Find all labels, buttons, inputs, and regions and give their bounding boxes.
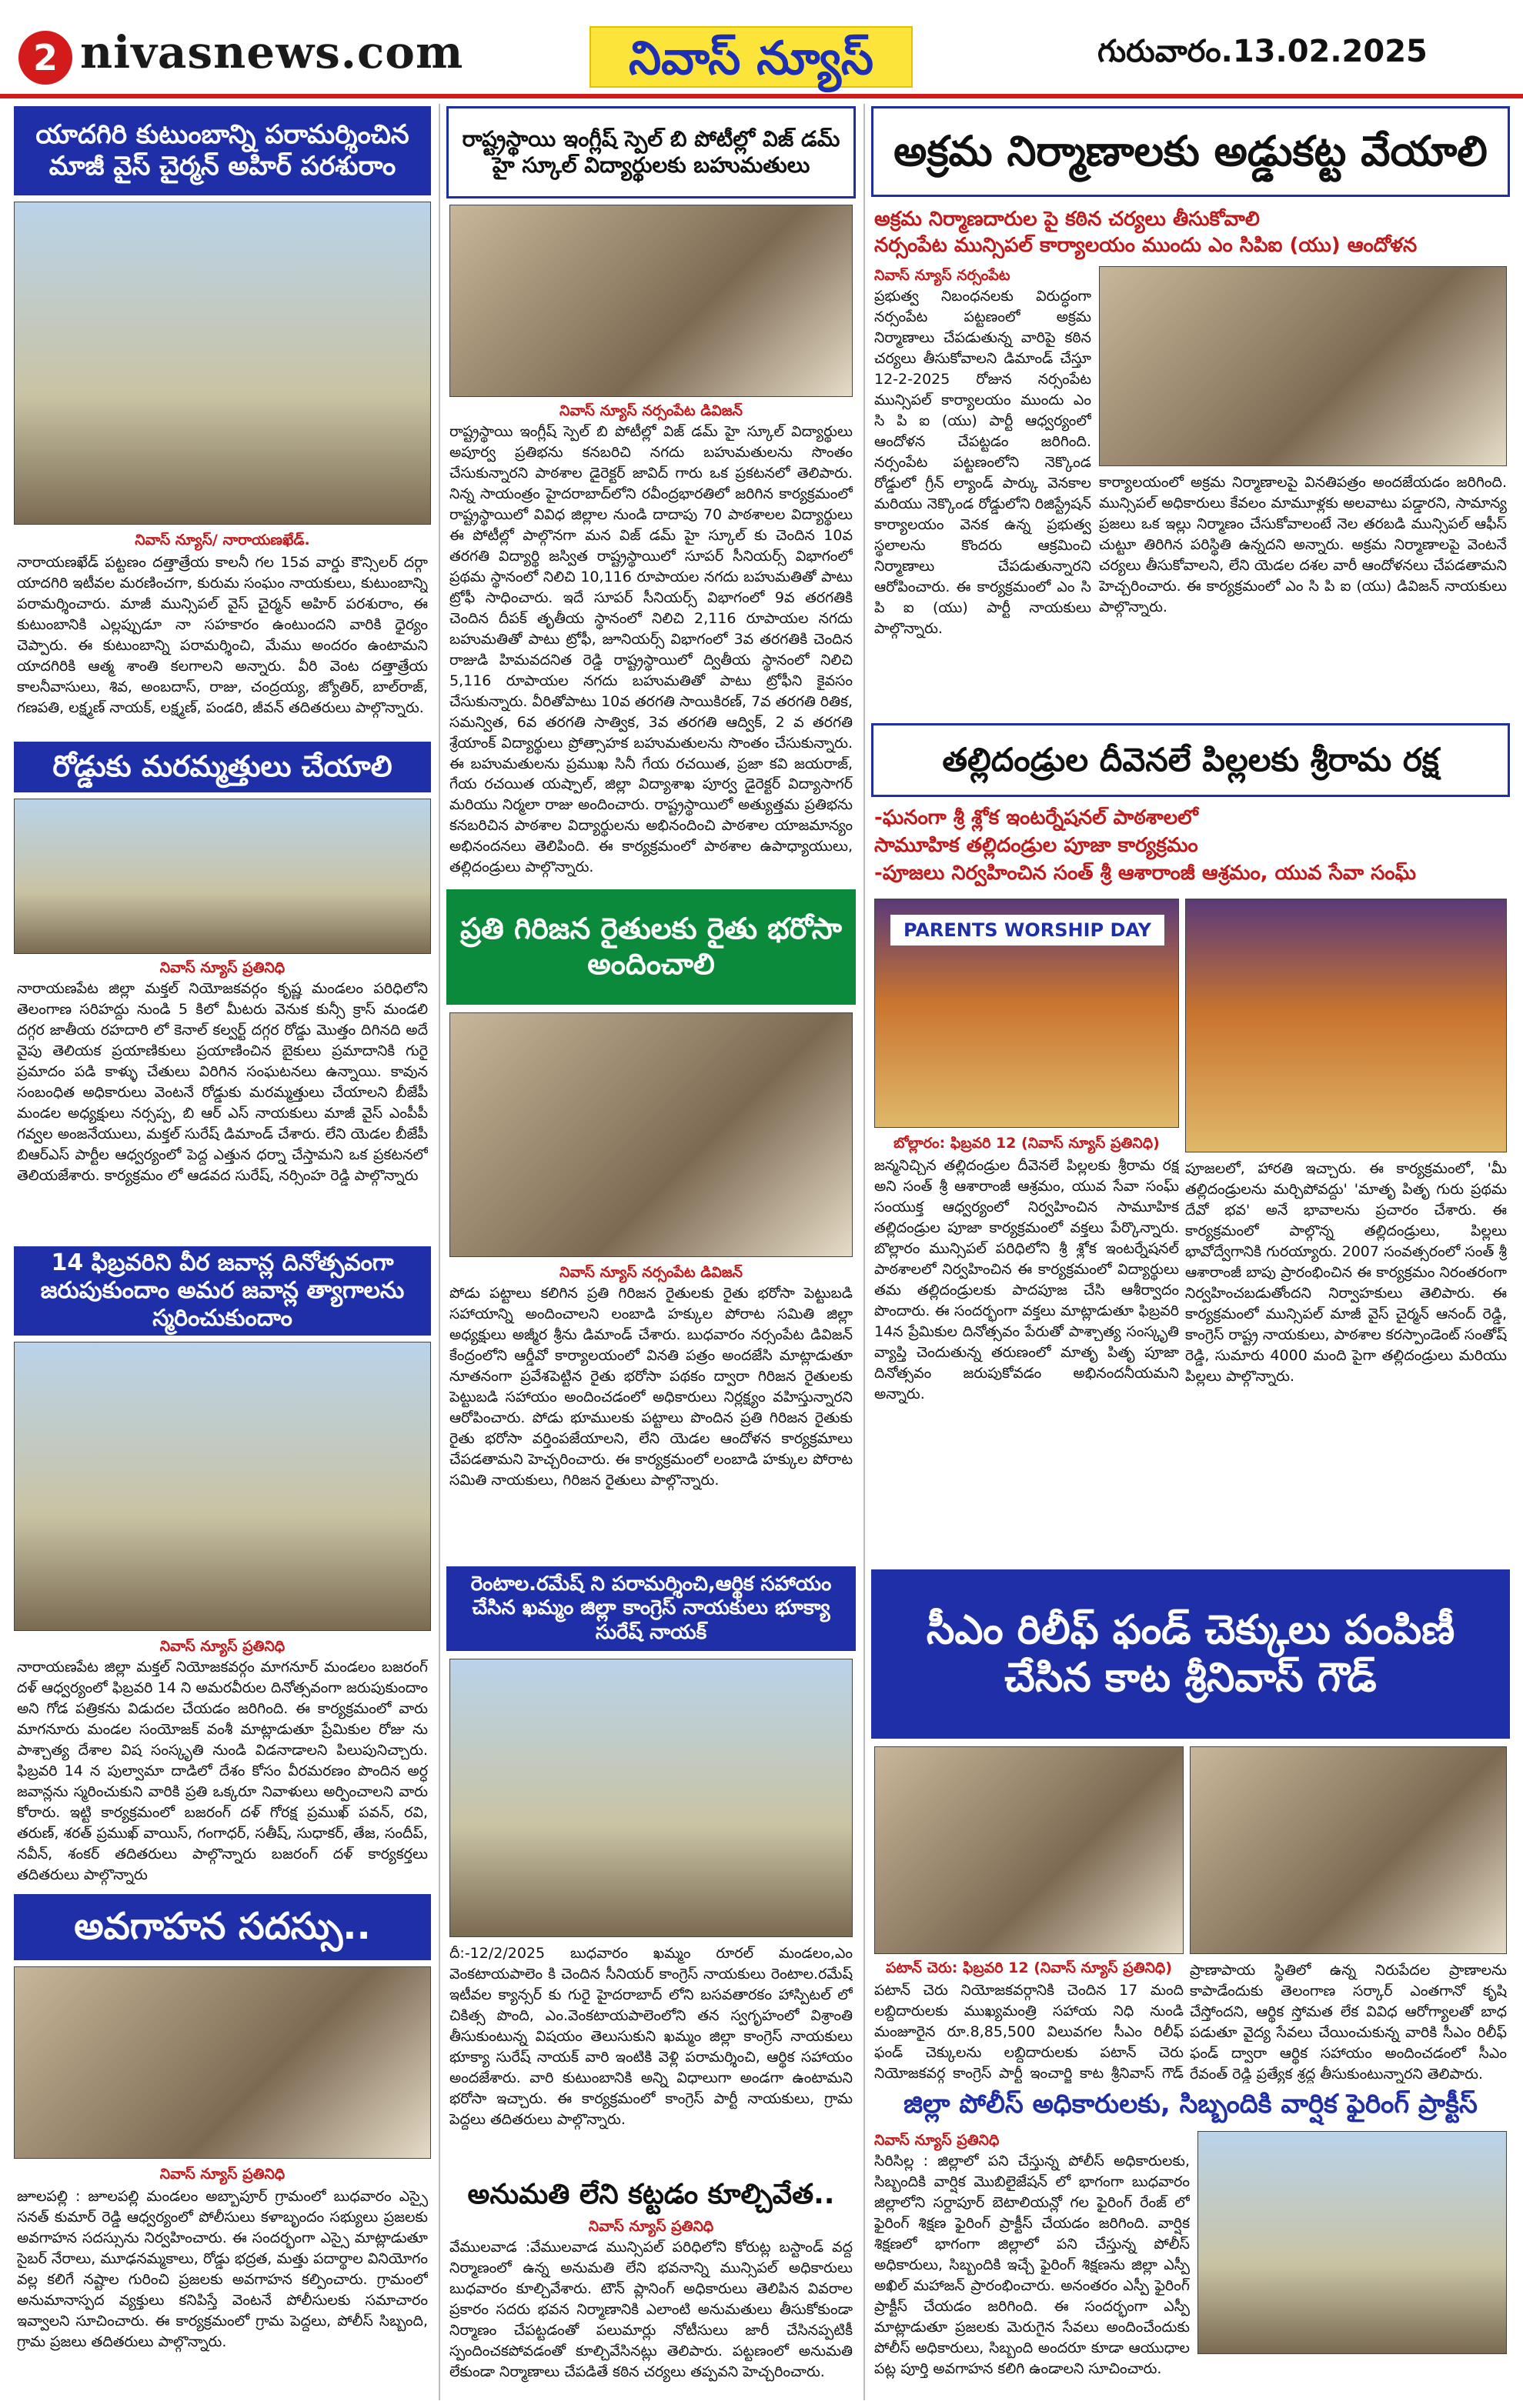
article-road-repair: నారాయణపేట జిల్లా మక్తల్ నియోజకవర్గం కృష్ణ మండలం పరిధిలోని తెలంగాణ సరిహద్దు నుండి 5 కిలో మీటరు వెనుక కున్సీ క్రాస్ మండలి దగ్గర జాతీయ రహదారి లో కెనాల్ కల్వర్ట్ దగ్గర రోడ్డు మొత్తం దిగినది అదే వైపు తెలియక ప్రయాణికులు ప్రయాణించిన బైకులు ప్రమాదానికి గురై ప్రమాదం పడి కాళ్ళు చేతులు విరిగిన సంఘటనలు ఉన్నాయి. కావున సంబంధిత అధికారులు వెంటనే రోడ్డుకు మరమ్మత్తులు చేయాలని బీజేపీ మండల అధ్యక్షులు నర్సప్ప, బి ఆర్ ఎస్ నాయకులు మాజీ వైస్ ఎంపీపీ గవ్వల అంజనేయులు, మక్తల్ సురేష్ డిమాండ్ చేశారు. లేని యెడల బీజేపీ బిఆర్ఎస్ పార్టీల ఆధ్వర్యంలో పెద్ద ఎత్తున ధర్నా చేస్తామని ఒక ప్రకటనలో తెలియజేశారు. కార్యక్రమం లో ఆడవద సురేష్, నర్సింహ రెడ్డి పాల్గొన్నారు — [17, 980, 428, 1184]
headline-demolition: అనుమతి లేని కట్టడం కూల్చివేత.. — [467, 2179, 835, 2210]
byline-firing: నివాస్ న్యూస్ ప్రతినిధి — [874, 2132, 1000, 2149]
article-cm-relief-left: పటాన్ చెరు నియోజకవర్గానికి చెందిన 17 మంది లబ్దిదారులకు ముఖ్యమంత్రి సహాయ నిధి నుండి మంజూరైన రూ.8,85,500 విలువగల సీఎం రిలీఫ్ ఫండ్ చెక్కులను లబ్దిదారులకు పటాన్ చెరు నియోజకవర్గ కాంగ్రెస్ పార్టీ ఇంచార్జి కాట శ్రీనివాస్ గౌడ్ — [874, 1982, 1184, 2082]
subhead-illegal-2: నర్సంపేట మున్సిపల్ కార్యాలయం ముందు ఎం సిపిఐ (యు) ఆందోళన — [874, 234, 1418, 257]
headline-spell-bee: రాష్ట్రస్థాయి ఇంగ్లీష్ స్పెల్ బి పోటీల్లో విజ్ డమ్ హై స్కూల్ విద్యార్థులకు బహుమతులు — [446, 106, 856, 198]
site-name: nivasnews.com — [80, 26, 464, 78]
caption-yadagiri: నివాస్ న్యూస్/ నారాయణఖేడ్. — [135, 532, 310, 549]
article-illegal-left: ప్రభుత్వ నిబంధనలకు విరుద్ధంగా నర్సంపేట పట్టణంలో అక్రమ నిర్మాణాలు చేపడుతున్న వారిపై కఠిన చర్యలు తీసుకోవాలని డిమాండ్ చేస్తూ 12-2-2025 రోజున నర్సంపేట మున్సిపల్ కార్యాలయం ముందు ఎం సి పి ఐ (యు) పార్టీ ఆధ్వర్యంలో ఆందోళన చేపట్టడం జరిగింది. నర్సంపేట పట్టణంలోని నెక్కొండ రోడ్డులో గ్రీన్ ల్యాండ్ పార్కు వెనకాల మరియు నెక్కొండ రోడ్డులోని రిజిస్ట్రేషన్ కార్యాలయం వెనక ఉన్న ప్రభుత్వ స్థలాలను కొందరు ఆక్రమించి నిర్మాణాలు చేపడుతున్నారని ఆరోపించారు. ఈ కార్యక్రమంలో ఎం సి పి ఐ (యు) పార్టీ నాయకులు పాల్గొన్నారు. — [874, 288, 1091, 637]
byline-illegal: నివాస్ న్యూస్ నర్సంపేట — [874, 267, 1010, 284]
subhead-parents-2: సామూహిక తల్లిదండ్రుల పూజా కార్యక్రమం — [874, 834, 1198, 857]
caption-veera-jawans: నివాస్ న్యూస్ ప్రతినిధి — [159, 1638, 286, 1655]
headline-awareness: అవగాహన సదస్సు.. — [14, 1894, 431, 1960]
photo-tribal-farmers — [449, 1012, 853, 1257]
headline-veera-jawans: 14 ఫిబ్రవరిని వీర జవాన్ల దినోత్సవంగా జరుపుకుందాం అమర జవాన్ల త్యాగాలను స్మరించుకుందాం — [14, 1246, 431, 1336]
column-divider — [439, 104, 440, 2400]
photo-road-repair — [14, 799, 431, 954]
byline-parents: బోల్లారం: ఫిబ్రవరి 12 (నివాస్ న్యూస్ ప్రతినిధి) — [893, 1135, 1160, 1152]
photo-veera-jawans — [14, 1342, 431, 1631]
subhead-parents-1: -ఘనంగా శ్రీ శ్లోక ఇంటర్నేషనల్ పాఠశాలలో — [874, 806, 1198, 829]
photo-rentala-ramesh — [449, 1659, 853, 1937]
photo-spell-bee — [449, 205, 853, 397]
headline-cm-relief-fund: సీఎం రిలీఫ్ ఫండ్ చెక్కులు పంపిణీ చేసిన కాట శ్రీనివాస్ గౌడ్ — [871, 1569, 1510, 1739]
headline-parents-blessings: తల్లిదండ్రుల దీవెనలే పిల్లలకు శ్రీరామ రక్ష — [871, 723, 1510, 797]
page-number: 2 — [18, 31, 72, 85]
photo-firing-practice — [1197, 2131, 1507, 2354]
article-veera-jawans: నారాయణపేట జిల్లా మక్తల్ నియోజకవర్గం మాగనూర్ మండలం బజరంగ్ దళ్ ఆధ్వర్యంలో ఫిబ్రవరి 14 ని అమరవీరుల దినోత్సవంగా జరుపుకుందాం అని గోడ పత్రికను విడుదల చేయడం జరిగింది. ఈ కార్యక్రమంలో వారు మాగనూరు మండల సంయోజక్ వంశీ మాట్లాడుతూ ప్రేమికుల రోజు ను పాశ్చాత్య దేశాల విష సంస్కృతి నుండి విడనాడాలని పిలుపునిచ్చారు. ఫిబ్రవరి 14 న పుల్వామా దాడిలో దేశం కోసం వీరమరణం పొందిన అర్ధ జవాన్లను స్మరించుకుని వారికి ప్రతి ఒక్కరూ నివాళులు అర్పించాలని వారు కోరారు. ఇట్టి కార్యక్రమంలో బజరంగ్ దళ్ గోరక్ష ప్రముఖ్ పవన్, రవి, తరుణ్, శరత్ ప్రముఖ్ వాయిస్, గంగాధర్, సతీష్, సుధాకర్, తేజ, సందీప్, నవీన్, శంకర్ తదితరులు పాల్గొన్నారు బజరంగ్ దళ్ కార్యకర్తలు తదితరులు పాల్గొన్నారు — [17, 1659, 428, 1883]
issue-date: గురువారం.13.02.2025 — [1097, 34, 1428, 69]
masthead — [0, 0, 1523, 100]
photo-cm-relief-2 — [1190, 1746, 1507, 1954]
photo-cm-relief-1 — [874, 1746, 1184, 1954]
photo-parents-worship-crowd — [1185, 899, 1507, 1152]
subhead-illegal-1: అక్రమ నిర్మాణదారుల పై కఠిన చర్యలు తీసుకోవాలి — [874, 208, 1260, 231]
article-parents-right: పూజలలో, హారతి ఇచ్చారు. ఈ కార్యక్రమంలో, 'మీ తల్లిదండ్రులను మర్చిపోవద్దు' 'మాతృ పితృ గురు ప్రథమ దేవో భవ' అనే భావాలను ప్రచారం చేశారు. ఈ కార్యక్రమంలో పాల్గొన్న తల్లిదండ్రులు, పిల్లలు భావోద్వేగానికి గురయ్యారు. 2007 సంవత్సరంలో సంత్ శ్రీ ఆశారాంజీ బాపు ప్రారంభించిన ఈ కార్యక్రమం నిరంతరంగా నిర్వహించబడుతోందని నిర్వాహకులు తెలిపారు. ఈ కార్యక్రమంలో మున్సిపల్ మాజీ వైస్ చైర్మన్ ఆనంద్ రెడ్డి, కాంగ్రెస్ రాష్ట్ర నాయకులు, పాఠశాల కరస్పాండెంట్ సంతోష్ రెడ్డి, సుమారు 4000 మంది పైగా తల్లిదండ్రులు మరియు పిల్లలు పాల్గొన్నారు. — [1185, 1160, 1507, 1385]
headline-yadagiri: యాదగిరి కుటుంబాన్ని పరామర్శించిన మాజీ వైస్ చైర్మన్ అహిర్ పరశురాం — [14, 106, 431, 195]
headline-road-repair: రోడ్డుకు మరమ్మత్తులు చేయాలి — [14, 742, 431, 792]
byline-tribal-farmers: నివాస్ న్యూస్ నర్సంపేట డివిజన్ — [559, 1264, 743, 1281]
article-firing: సిరిసిల్ల : జిల్లాలో పని చేస్తున్న పోలీస్ అధికారులకు, సిబ్బందికి వార్షిక మొబిలైజేషన్ లో భాగంగా బుధవారం జిల్లాలోని సర్దాపూర్ బెటాలియన్లో గల ఫైరింగ్ రేంజ్ లో ఫైరింగ్ శిక్షణ ఫైరింగ్ ప్రాక్టీస్ చేయడం జరిగింది. వార్షిక శిక్షణలో భాగంగా జిల్లాలో పని చేస్తున్న పోలీస్ అధికారులు, సిబ్బందికి ఇచ్చే ఫైరింగ్ శిక్షణను జిల్లా ఎస్పీ అఖిల్ మహాజన్ ప్రారంభించారు. అనంతరం ఎస్పీ ఫైరింగ్ ప్రాక్టీస్ చేయడం జరిగింది. ఈ సందర్భంగా ఎస్పీ మాట్లాడుతూ ప్రజలకు మెరుగైన సేవలు అందించేందుకు పోలీస్ అధికారులు, సిబ్బంది అందరూ కూడా ఆయుధాల పట్ల పూర్తి అవగాహన కలిగి ఉండాలని సూచించారు. — [874, 2153, 1190, 2377]
photo-parents-worship-gate — [874, 899, 1179, 1128]
headline-firing-practice: జిల్లా పోలీస్ అధికారులకు, సిబ్బందికి వార్షిక ఫైరింగ్ ప్రాక్టీస్ — [903, 2089, 1478, 2120]
headline-tribal-farmers: ప్రతి గిరిజన రైతులకు రైతు భరోసా అందించాలి — [446, 889, 856, 1005]
column-divider — [863, 104, 865, 2400]
parents-worship-banner: PARENTS WORSHIP DAY — [890, 915, 1164, 946]
byline-spell-bee: నివాస్ న్యూస్ నర్సంపేట డివిజన్ — [559, 402, 743, 419]
byline-demolition: నివాస్ న్యూస్ ప్రతినిధి — [588, 2218, 714, 2235]
article-parents-left: జన్మనిచ్చిన తల్లిదండ్రుల దీవెనలే పిల్లలకు శ్రీరామ రక్ష అని సంత్ శ్రీ ఆశారాంజీ ఆశ్రమం, యువ సేవా సంఘ్ సంయుక్త ఆధ్వర్యంలో నిర్వహించిన సామూహిక తల్లిదండ్రుల పూజా కార్యక్రమంలో వక్తలు పేర్కొన్నారు. బొల్లారం మున్సిపల్ పరిధిలోని శ్రీ శ్లోక ఇంటర్నేషనల్ పాఠశాలలో నిర్వహించిన ఈ కార్యక్రమంలో విద్యార్థులు తమ తల్లిదండ్రులకు పాదపూజ చేసి ఆశీర్వాదం పొందారు. ఈ సందర్భంగా వక్తలు మాట్లాడుతూ ఫిబ్రవరి 14న ప్రేమికుల దినోత్సవం పేరుతో పాశ్చాత్య సంస్కృతి వ్యాప్తి చెందుతున్న తరుణంలో మాతృ పితృ పూజా దినోత్సవం జరుపుకోవడం అభినందనీయమని అన్నారు. — [874, 1157, 1179, 1402]
photo-illegal-protest — [1099, 266, 1507, 466]
masthead-rule — [0, 94, 1523, 98]
article-illegal-right: కార్యాలయంలో అక్రమ నిర్మాణాలపై వినతిపత్రం అందజేయడం జరిగింది. మున్సిపల్ అధికారులు కేవలం మామూళ్లకు అలవాటు పడ్డారని, సామాన్య ప్రజలు ఒక ఇల్లు నిర్మాణం చేసుకోవాలంటే నెల తరబడి మున్సిపల్ ఆఫీస్ చుట్టూ తిరిగిన పరిస్థితి ఉన్నదని అన్నారు. అక్రమ నిర్మాణాలపై వెంటనే చర్యలు తీసుకోవాలని, లేని యెడల దశల వారీ ఆందోళనలు చేపడతామని హెచ్చరించారు. ఈ కార్యక్రమంలో ఎం సి పి ఐ (యు) డివిజన్ నాయకులు పాల్గొన్నారు. — [1099, 474, 1507, 615]
article-awareness: జూలపల్లి : జూలపల్లి మండలం అబ్బాపూర్ గ్రామంలో బుధవారం ఎస్సై సనత్ కుమార్ రెడ్డి ఆధ్వర్యంలో పోలీసులు కళాబృందం సభ్యులు ప్రజలకు అవగాహన సదస్సును నిర్వహించారు. ఈ సందర్భంగా ఎస్సై మాట్లాడుతూ సైబర్ నేరాలు, మూఢనమ్మకాలు, రోడ్డు భద్రత, మత్తు పదార్థాల వినియోగం వల్ల కలిగే నష్టాల గురించి ప్రజలకు అవగాహన కల్పించారు. గ్రామంలో అనుమానాస్పద వ్యక్తులు కనిపిస్తే వెంటనే పోలీసులకు సమాచారం ఇవ్వాలని సూచించారు. ఈ కార్యక్రమంలో గ్రామ పెద్దలు, పోలీస్ సిబ్బంది, గ్రామ ప్రజలు తదితరులు పాల్గొన్నారు. — [17, 2188, 428, 2350]
byline-cm-relief: పటాన్ చెరు: ఫిబ్రవరి 12 (నివాస్ న్యూస్ ప్రతినిధి) — [885, 1959, 1173, 1976]
paper-name: నివాస్ న్యూస్ — [589, 26, 913, 88]
article-tribal-farmers: పోడు పట్టాలు కలిగిన ప్రతి గిరిజన రైతులకు రైతు భరోసా పెట్టుబడి సహాయాన్ని అందించాలని లంబాడి హక్కుల పోరాట సమితి జిల్లా అధ్యక్షులు అజ్మీర శ్రీను డిమాండ్ చేశారు. బుధవారం నర్సంపేట డివిజన్ కేంద్రంలోని ఆర్డీవో కార్యాలయంలో వినతి పత్రం అందజేసి మాట్లాడుతూ నూతనంగా ప్రవేశపెట్టిన రైతు భరోసా పథకం ద్వారా గిరిజన రైతులకు పెట్టుబడి సహాయం అందించడంలో అధికారులు నిర్లక్ష్యం వహిస్తున్నారని ఆరోపించారు. పోడు భూములకు పట్టాలు పొందిన ప్రతి గిరిజన రైతుకు రైతు భరోసా వర్తింపజేయాలని, లేని యెడల ఆందోళన కార్యక్రమాలు చేపడతామని హెచ్చరించారు. ఈ కార్యక్రమంలో లంబాడి హక్కుల పోరాట సమితి నాయకులు, గిరిజన రైతులు పాల్గొన్నారు. — [449, 1285, 853, 1489]
article-cm-relief-right: ప్రాణాపాయ స్థితిలో ఉన్న నిరుపేదల ప్రాణాలను కాపాడేందుకు తెలంగాణ సర్కార్ ఎంతగానో కృషి చేస్తోందని, ఆర్థిక స్తోమత లేక వివిధ ఆరోగ్యాలతో బాధ పడుతూ వైద్య సేవలు చేయించుకున్న వారికి సీఎం రిలీఫ్ ఫండ్ ద్వారా ఆర్థిక సహాయం అందించడంలో సీఎం రేవంత్ రెడ్డి ప్రత్యేక శ్రద్ధ తీసుకుంటున్నారని తెలిపారు. — [1190, 1962, 1507, 2083]
article-spell-bee: రాష్ట్రస్థాయి ఇంగ్లీష్ స్పెల్ బి పోటీల్లో విజ్ డమ్ హై స్కూల్ విద్యార్థులు అపూర్వ ప్రతిభను కనబరిచి నగదు బహుమతులను సొంతం చేసుకున్నారని పాఠశాల డైరెక్టర్ జావిద్ గారు ఒక ప్రకటనలో తెలిపారు. నిన్న సాయంత్రం హైదరాబాద్‌లోని రవీంద్రభారతిలో జరిగిన కార్యక్రమంలో రాష్ట్రస్థాయిలో వివిధ జిల్లాల నుండి దాదాపు 70 పాఠశాలల విద్యార్థులు ఈ పోటీల్లో పాల్గొనగా మన విజ్ డమ్ హై స్కూల్ కు చెందిన 10వ తరగతి విద్యార్థి జస్విత రాష్ట్రస్థాయిలో సూపర్ సీనియర్స్ విభాగంలో ప్రథమ స్థానంలో నిలిచి 10,116 రూపాయల నగదు బహుమతితో పాటు ట్రోఫీ సాధించారు. ఇదే సూపర్ సీనియర్స్ విభాగంలో 9వ తరగతికి చెందిన దీపక్ తృతీయ స్థానంలో నిలిచి 2,116 రూపాయల నగదు బహుమతితో పాటు ట్రోఫీ, జూనియర్స్ విభాగంలో 3వ తరగతికి చెందిన రాజుడి హిమవదనిత రెడ్డి రాష్ట్రస్థాయిలో ద్వితీయ స్థానంలో నిలిచి 5,116 రూపాయల నగదు బహుమతితో పాటు ట్రోఫీని కైవసం చేసుకున్నారు. వీరితోపాటు 10వ తరగతి సాయికిరణ్, 7వ తరగతి రితిక, సమన్విత, 6వ తరగతి సాత్విక, 3వ తరగతి ఆద్విక్, 2 వ తరగతి శ్రేయాంక్ విద్యార్థులు ప్రోత్సాహక బహుమతులను సొంతం చేసుకున్నారు. ఈ బహుమతులను ప్రముఖ సినీ గేయ రచయిత, ప్రజా కవి జయరాజ్, గేయ రచయిత యష్పాల్, జిల్లా విద్యాశాఖ పూర్వ డైరెక్టర్ విద్యాసాగర్ మరియు నిర్మలా రాజు అందించారు. రాష్ట్రస్థాయిలో అత్యుత్తమ ప్రతిభను కనబరిచిన పాఠశాల విద్యార్థులను అభినందించి పాఠశాల యాజమాన్యం అభినందనలు తెలిపింది. ఈ కార్యక్రమంలో పాఠశాల ఉపాధ్యాయులు, తల్లిదండ్రులు పాల్గొన్నారు. — [449, 423, 853, 876]
photo-yadagiri-visit — [14, 202, 431, 525]
headline-illegal-constructions: అక్రమ నిర్మాణాలకు అడ్డుకట్ట వేయాలి — [871, 106, 1510, 197]
photo-awareness — [14, 1966, 431, 2159]
subhead-parents-3: -పూజలు నిర్వహించిన సంత్ శ్రీ ఆశారాంజీ ఆశ్రమం, యువ సేవా సంఘ్ — [874, 862, 1417, 885]
caption-road-repair: నివాస్ న్యూస్ ప్రతినిధి — [159, 959, 286, 976]
headline-rentala-ramesh: రెంటాల.రమేష్ ని పరామర్శించి,ఆర్థిక సహాయం చేసిన ఖమ్మం జిల్లా కాంగ్రెస్ నాయకులు భూక్యా సురేష్ నాయక్ — [446, 1566, 856, 1651]
article-yadagiri: నారాయణఖేడ్ పట్టణం దత్తాత్రేయ కాలనీ గల 15వ వార్డు కౌన్సిలర్ దర్గా యాదగిరి ఇటీవల మరణించగా, కురుమ సంఘం నాయకులు, కుటుంబాన్ని పరామర్శించారు. మాజీ మున్సిపల్ వైస్ చైర్మన్ అహిర్ పరశురాం, ఈ కుటుంబానికి ఎల్లప్పుడూ నా సహకారం ఉంటుందని వారికి ధైర్యం చెప్పారు. ఈ కుటుంబాన్ని పరామర్శించి, మేము అందరం ఉంటామని యాదగిరికి ఆత్మ శాంతి కలగాలని అన్నారు. వీరి వెంట దత్తాత్రేయ కాలనీవాసులు, శివ, అంబదాస్, రాజు, చంద్రయ్య, జ్యోతిర్, బాల్‌రాజ్, గణపతి, లక్ష్మణ్ నాయక్, లక్ష్మణ్, పండరి, జీవన్ తదితరులు పాల్గొన్నారు. — [17, 554, 428, 716]
caption-awareness: నివాస్ న్యూస్ ప్రతినిధి — [159, 2166, 286, 2183]
article-rentala-ramesh: దీ:-12/2/2025 బుధవారం ఖమ్మం రూరల్ మండలం,ఎం వెంకటాయపాలెం కి చెందిన సీనియర్ కాంగ్రెస్ నాయకులు రెంటాల.రమేష్ ఇటీవల క్యాన్సర్ కు గురై హైదరాబాద్ లోని బసవతారకం హాస్పిటల్ లో చికిత్స పొంది, ఎం.వెంకటాయపాలెంలోని తన స్వగృహంలో విశ్రాంతి తీసుకుంటున్న విషయం తెలుసుకుని ఖమ్మం జిల్లా కాంగ్రెస్ నాయకులు భూక్యా సురేష్ నాయక్ వారి ఇంటికి వెళ్లి పరామర్శించి, ఆర్థిక సహాయం అందజేశారు. వారి కుటుంబానికి అన్ని విధాలుగా అండగా ఉంటామని భరోసా ఇచ్చారు. ఈ కార్యక్రమంలో కాంగ్రెస్ పార్టీ నాయకులు, గ్రామ పెద్దలు తదితరులు పాల్గొన్నారు. — [449, 1945, 853, 2128]
article-demolition: వేములవాడ :వేములవాడ మున్సిపల్ పరిధిలోని కోరుట్ల బస్టాండ్ వద్ద నిర్మాణంలో ఉన్న అనుమతి లేని భవనాన్ని మున్సిపల్ అధికారులు బుధవారం కూల్చివేశారు. టౌన్ ప్లానింగ్ అధికారులు తెలిపిన వివరాల ప్రకారం సదరు భవన నిర్మాణానికి ఎలాంటి అనుమతులు తీసుకోకుండా నిర్మాణం చేపట్టడంతో పలుమార్లు నోటీసులు జారీ చేసినప్పటికీ స్పందించకపోవడంతో కూల్చివేసినట్లు తెలిపారు. పట్టణంలో అనుమతి లేకుండా నిర్మాణాలు చేపడితే కఠిన చర్యలు తప్పవని హెచ్చరించారు. — [449, 2239, 853, 2380]
